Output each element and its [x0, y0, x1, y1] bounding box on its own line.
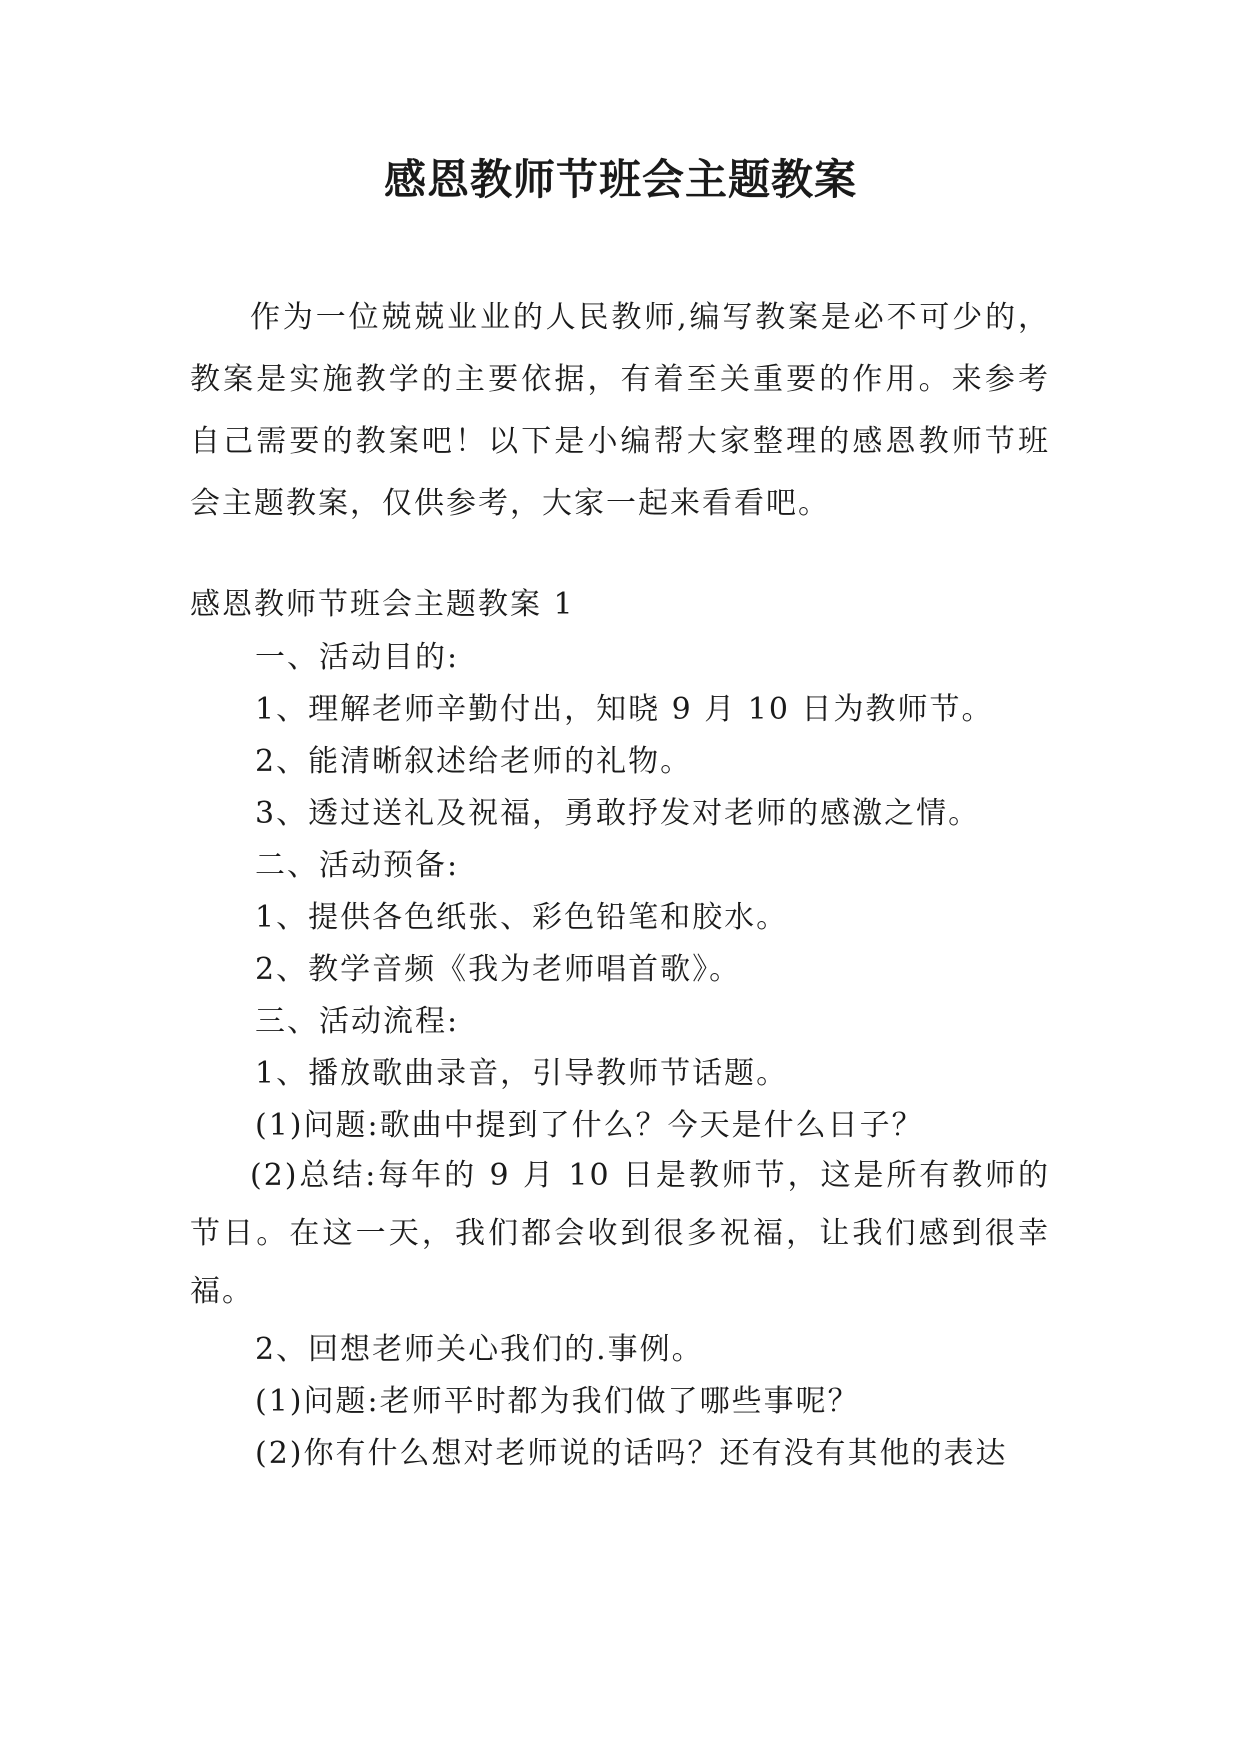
- list-item: 1、提供各色纸张、彩色铅笔和胶水。: [255, 900, 789, 935]
- document-title: 感恩教师节班会主题教案: [383, 155, 857, 204]
- section-title: 感恩教师节班会主题教案 1: [190, 587, 575, 622]
- list-item: 1、理解老师辛勤付出，知晓 9 月 10 日为教师节。: [255, 692, 994, 727]
- list-item: (1)问题:老师平时都为我们做了哪些事呢？: [255, 1384, 860, 1419]
- list-item: 1、播放歌曲录音，引导教师节话题。: [255, 1056, 789, 1091]
- list-item: 二、活动预备:: [255, 848, 460, 883]
- list-item: (2)你有什么想对老师说的话吗？还有没有其他的表达: [255, 1436, 1008, 1471]
- list-item: 3、透过送礼及祝福，勇敢抒发对老师的感激之情。: [255, 796, 981, 831]
- list-item: (1)问题:歌曲中提到了什么？今天是什么日子？: [255, 1108, 924, 1143]
- list-item: 一、活动目的:: [255, 640, 460, 675]
- list-item: 三、活动流程:: [255, 1004, 460, 1039]
- list-item: 2、回想老师关心我们的.事例。: [255, 1332, 704, 1367]
- list-item: 2、能清晰叙述给老师的礼物。: [255, 744, 693, 779]
- intro-paragraph: 作为一位兢兢业业的人民教师,编写教案是必不可少的，教案是实施教学的主要依据，有着至关重要的作用。来参考自己需要的教案吧！以下是小编帮大家整理的感恩教师节班会主题教案，仅供参考，大家一起来看看吧。: [190, 300, 1050, 521]
- list-item: 2、教学音频《我为老师唱首歌》。: [255, 952, 742, 987]
- summary-paragraph: (2)总结:每年的 9 月 10 日是教师节，这是所有教师的节日。在这一天，我们都会收到很多祝福，让我们感到很幸福。: [190, 1158, 1050, 1309]
